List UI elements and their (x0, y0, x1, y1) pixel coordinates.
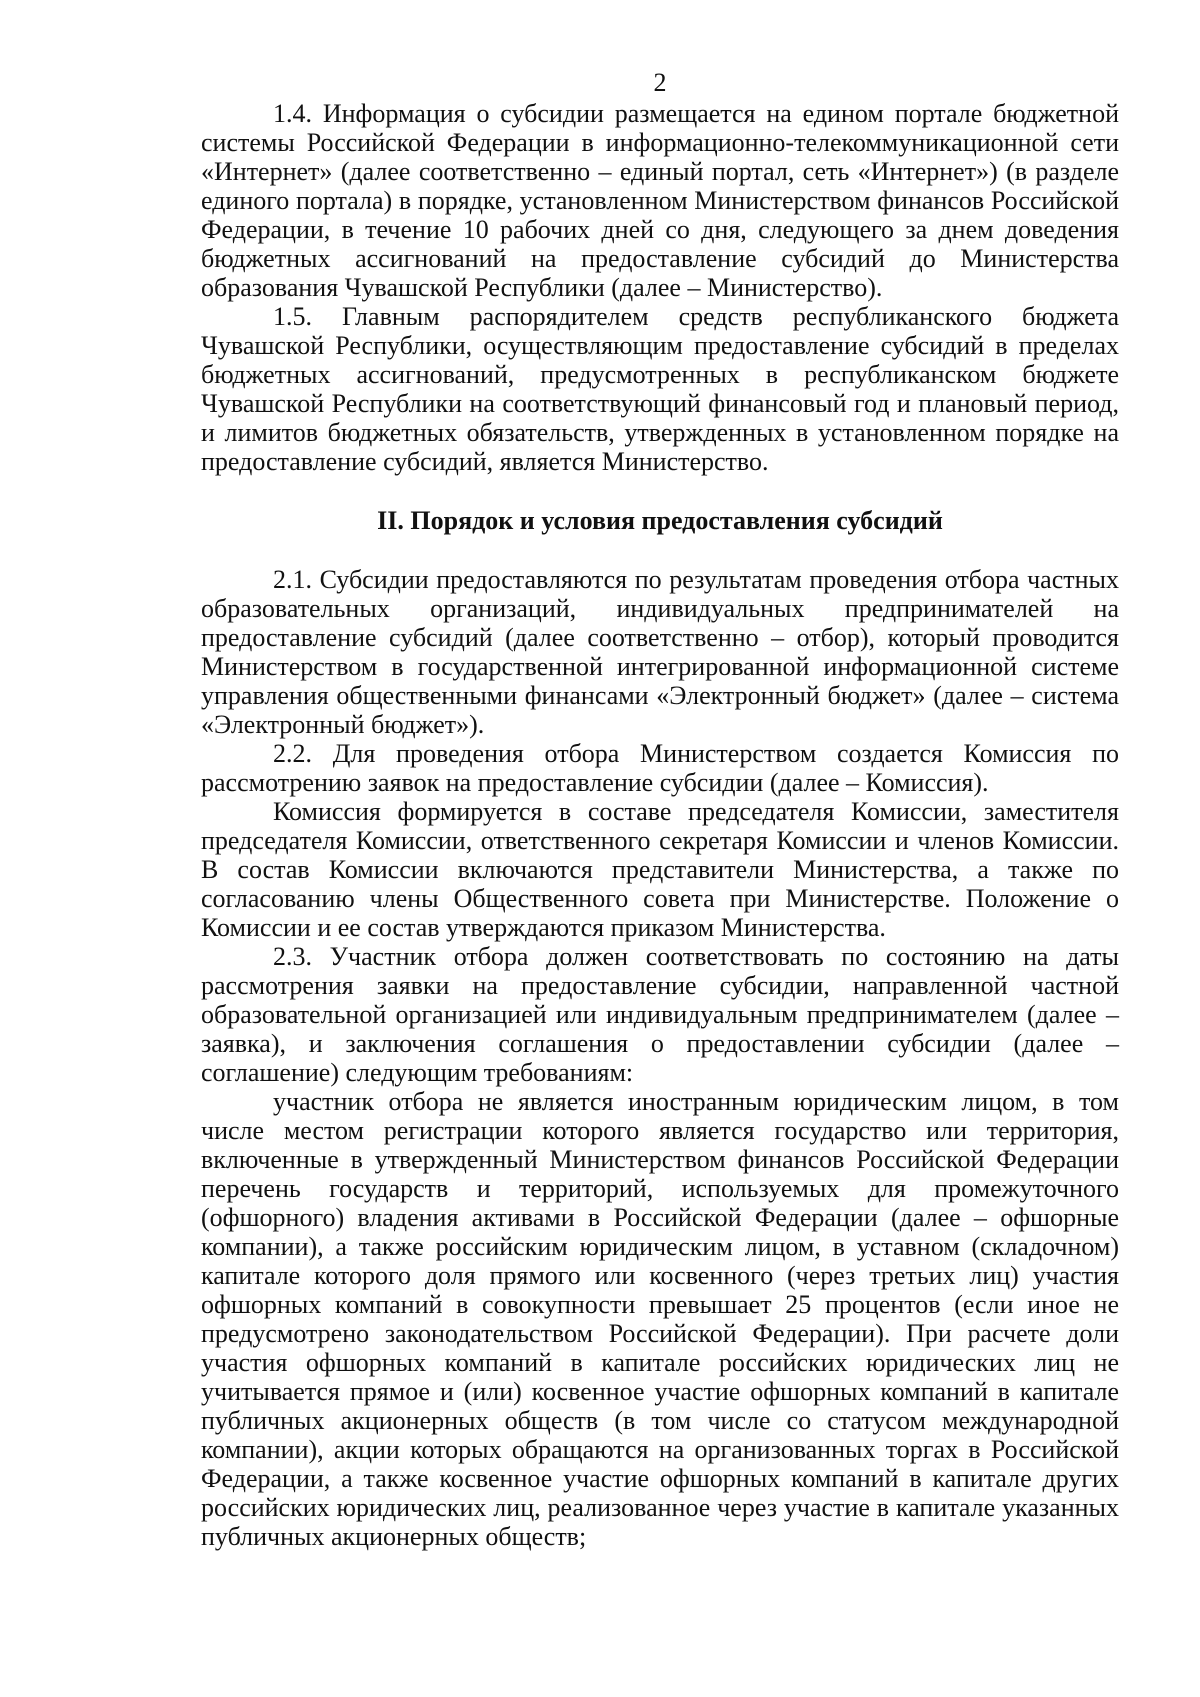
paragraph-1-5: 1.5. Главным распорядителем средств республиканского бюджета Чувашской Республики, осуществляющим предоставление субсидий в пределах бюджетных ассигнований, предусмотренных в республиканском бюджете Чувашской Республики на соответствующий финансовый год и плановый период, и лимитов бюджетных обязательств, утвержденных в установленном порядке на предоставление субсидий, является Министерство. (201, 302, 1119, 476)
section-heading: II. Порядок и условия предоставления субсидий (377, 506, 943, 535)
paragraph-1-4: 1.4. Информация о субсидии размещается на едином портале бюджетной системы Российской Федерации в информационно-телекоммуникационной сети «Интернет» (далее соответственно – единый портал, сеть «Интернет») (в разделе единого портала) в порядке, установленном Министерством финансов Российской Федерации, в течение 10 рабочих дней со дня, следующего за днем доведения бюджетных ассигнований на предоставление субсидий до Министерства образования Чувашской Республики (далее – Министерство). (201, 99, 1119, 302)
paragraph-2-3: 2.3. Участник отбора должен соответствовать по состоянию на даты рассмотрения заявки на предоставление субсидии, направленной частной образовательной организацией или индивидуальным предпринимателем (далее – заявка), и заключения соглашения о предоставлении субсидии (далее – соглашение) следующим требованиям: (201, 942, 1119, 1087)
paragraph-2-1: 2.1. Субсидии предоставляются по результатам проведения отбора частных образовательных организаций, индивидуальных предпринимателей на предоставление субсидий (далее соответственно – отбор), который проводится Министерством в государственной интегрированной информационной системе управления общественными финансами «Электронный бюджет» (далее – система «Электронный бюджет»). (201, 565, 1119, 739)
document-page (201, 68, 1119, 1551)
page-number: 2 (653, 68, 667, 97)
paragraph-2-2: 2.2. Для проведения отбора Министерством создается Комиссия по рассмотрению заявок на предоставление субсидии (далее – Комиссия). (201, 739, 1119, 797)
paragraph-commission: Комиссия формируется в составе председателя Комиссии, заместителя председателя Комиссии, ответственного секретаря Комиссии и членов Комиссии. В состав Комиссии включаются представители Министерства, а также по согласованию члены Общественного совета при Министерстве. Положение о Комиссии и ее состав утверждаются приказом Министерства. (201, 797, 1119, 942)
paragraph-offshore-requirement: участник отбора не является иностранным юридическим лицом, в том числе местом регистрации которого является государство или территория, включенные в утвержденный Министерством финансов Российской Федерации перечень государств и территорий, используемых для промежуточного (офшорного) владения активами в Российской Федерации (далее – офшорные компании), а также российским юридическим лицом, в уставном (складочном) капитале которого доля прямого или косвенного (через третьих лиц) участия офшорных компаний в совокупности превышает 25 процентов (если иное не предусмотрено законодательством Российской Федерации). При расчете доли участия офшорных компаний в капитале российских юридических лиц не учитывается прямое и (или) косвенное участие офшорных компаний в капитале публичных акционерных обществ (в том числе со статусом международной компании), акции которых обращаются на организованных торгах в Российской Федерации, а также косвенное участие офшорных компаний в капитале других российских юридических лиц, реализованное через участие в капитале указанных публичных акционерных обществ; (201, 1087, 1119, 1551)
